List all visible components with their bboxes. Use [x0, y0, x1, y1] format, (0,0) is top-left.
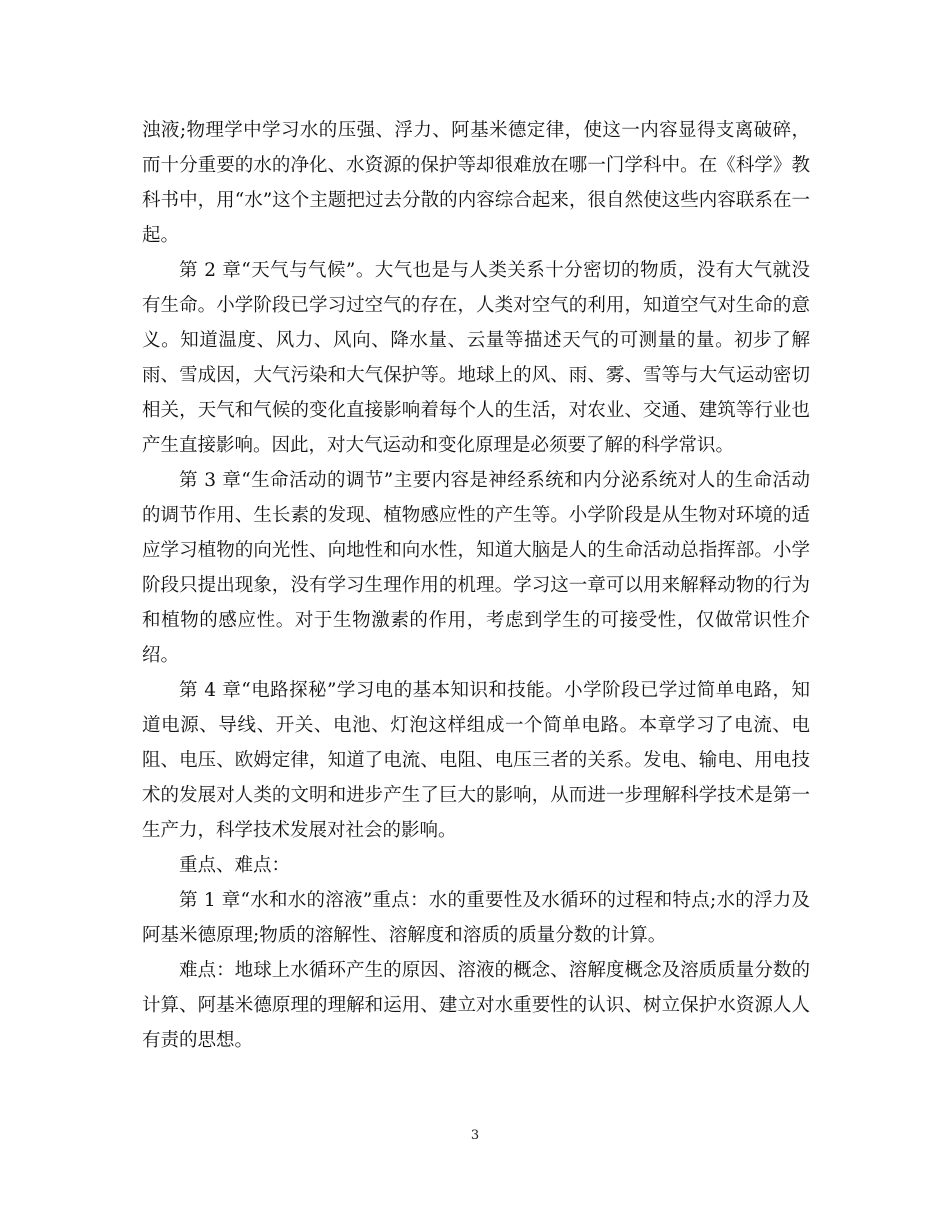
page-number: 3 — [470, 1128, 480, 1143]
paragraph-continuation: 浊液;物理学中学习水的压强、浮力、阿基米德定律，使这一内容显得支离破碎，而十分重要的水的净化、水资源的保护等却很难放在哪一门学科中。在《科学》教科书中，用“水”这个主题把过去分散的内容综合起来，很自然使这些内容联系在一起。 — [142, 120, 810, 246]
page-body — [142, 113, 810, 1058]
paragraph-difficult-points: 难点：地球上水循环产生的原因、溶液的概念、溶解度概念及溶质质量分数的计算、阿基米德原理的理解和运用、建立对水重要性的认识、树立保护水资源人人有责的思想。 — [142, 960, 810, 1051]
section-heading-key-points: 重点、难点： — [179, 855, 291, 876]
paragraph-chapter-4: 第 4 章“电路探秘”学习电的基本知识和技能。小学阶段已学过简单电路，知道电源、导线、开关、电池、灯泡这样组成一个简单电路。本章学习了电流、电阻、电压、欧姆定律，知道了电流、电阻、电压三者的关系。发电、输电、用电技术的发展对人类的文明和进步产生了巨大的影响，从而进一步理解科学技术是第一生产力，科学技术发展对社会的影响。 — [142, 680, 810, 841]
paragraph-chapter-2: 第 2 章“天气与气候”。大气也是与人类关系十分密切的物质，没有大气就没有生命。小学阶段已学习过空气的存在，人类对空气的利用，知道空气对生命的意义。知道温度、风力、风向、降水量、云量等描述天气的可测量的量。初步了解雨、雪成因，大气污染和大气保护等。地球上的风、雨、雾、雪等与大气运动密切相关，天气和气候的变化直接影响着每个人的生活，对农业、交通、建筑等行业也产生直接影响。因此，对大气运动和变化原理是必须要了解的科学常识。 — [142, 260, 810, 456]
paragraph-chapter-3: 第 3 章“生命活动的调节”主要内容是神经系统和内分泌系统对人的生命活动的调节作用、生长素的发现、植物感应性的产生等。小学阶段是从生物对环境的适应学习植物的向光性、向地性和向水性，知道大脑是人的生命活动总指挥部。小学阶段只提出现象，没有学习生理作用的机理。学习这一章可以用来解释动物的行为和植物的感应性。对于生物激素的作用，考虑到学生的可接受性，仅做常识性介绍。 — [142, 470, 810, 666]
paragraph-chapter-1-key-points: 第 1 章“水和水的溶液”重点：水的重要性及水循环的过程和特点;水的浮力及阿基米德原理;物质的溶解性、溶解度和溶质的质量分数的计算。 — [142, 890, 810, 946]
